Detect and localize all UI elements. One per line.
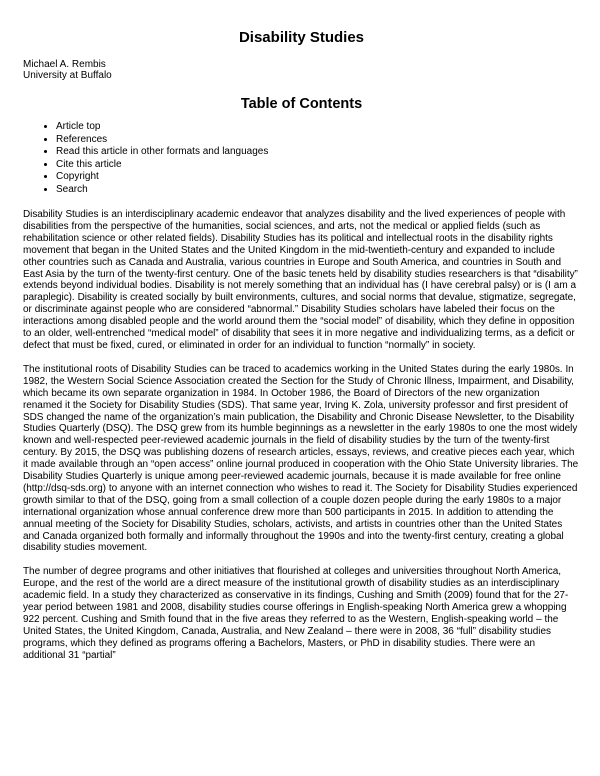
toc-link-search[interactable]: Search [56, 183, 88, 195]
author-affiliation: University at Buffalo [23, 70, 112, 81]
author-block [23, 59, 580, 81]
toc-heading: Table of Contents [240, 96, 363, 112]
document-title: Disability Studies [238, 29, 365, 46]
toc-link-references[interactable]: References [56, 133, 108, 145]
toc-item [56, 159, 580, 172]
toc-link-cite[interactable]: Cite this article [56, 158, 122, 170]
body-paragraph: The institutional roots of Disability Studies can be traced to academics working in the United States during the early 1980s. In 1982, the Western Social Science Association created the Section for the Study of Chronic Illness, Impairment, and Disability, which became its own separate organization in 1984. In October 1986, the Board of Directors of the new organization renamed it the Society for Disability Studies (SDS). That same year, Irving K. Zola, university professor and first president of SDS changed the name of the organization’s main publication, the Disability and Chronic Disease Newsletter, to the Disability Studies Quarterly (DSQ). The DSQ grew from its humble beginnings as a newsletter in the early 1980s to one the most widely known and well-respected peer-reviewed academic journals in the field of disability studies by the turn of the twenty-first century. By 2015, the DSQ was publishing dozens of research articles, essays, reviews, and creative pieces each year, which it made available through an “open access” online journal produced in cooperation with the Ohio State University libraries. The Disability Studies Quarterly is unique among peer-reviewed academic journals, because it is made available for free online (http://dsq-sds.org) to anyone with an internet connection who wishes to read it. The Society for Disability Studies experienced growth similar to that of the DSQ, going from a small collection of a couple dozen people during the early 1980s to a major international organization whose annual conference drew more than 500 participants in 2015. In addition to attending the annual meeting of the Society for Disability Studies, scholars, activists, and artists in countries other than the United States and Canada organized both formally and informally throughout the 1990s and into the twenty-first century, creating a global disability studies movement. [23, 363, 579, 554]
body-paragraph: Disability Studies is an interdisciplinary academic endeavor that analyzes disability and the lived experiences of people with disabilities from the perspective of the humanities, social sciences, and arts, not the medical or applied fields (such as rehabilitation science or other related fields). Disability Studies has its political and intellectual roots in the disability rights movement that began in the United States and the United Kingdom in the mid-twentieth-century and expanded to include other countries such as Canada and Australia, various countries in Europe and South America, and countries in South and East Asia by the turn of the twenty-first century. One of the basic tenets held by disability studies researchers is that “disability” extends beyond individual bodies. Disability is not merely something that an individual has (I have cerebral palsy) or is (I am a paraplegic). Disability is created socially by built environments, cultures, and social norms that devalue, stigmatize, segregate, or discriminate against people who are considered “abnormal.” Disability Studies scholars have labeled their focus on the interactions among disabled people and the world around them the “social model” of disability, which they define in opposition to an older, well-entrenched “medical model” of disability that sees it in more negative and individualizing terms, as a deficit or defect that must be fixed, cured, or eliminated in order for an individual to function “normally” in society. [23, 209, 578, 351]
toc-item [56, 171, 580, 184]
toc-item [56, 146, 580, 159]
toc-link-copyright[interactable]: Copyright [56, 171, 99, 182]
author-name: Michael A. Rembis [23, 59, 106, 70]
toc-item [56, 184, 580, 197]
body-paragraph: The number of degree programs and other initiatives that flourished at colleges and universities throughout North America, Europe, and the rest of the world are a direct measure of the institutional growth of disability studies as an interdisciplinary academic field. In a study they characterized as conservative in its findings, Cushing and Smith (2009) found that for the 27-year period between 1981 and 2008, disability studies course offerings in English-speaking North America grew a whopping 922 percent. Cushing and Smith found that in the five areas they referred to as the Western, English-speaking world – the United States, the United Kingdom, Canada, Australia, and New Zealand – there were in 2008, 36 “full” disability studies programs, which they defined as programs offering a Bachelors, Masters, or PhD in disability studies. There were an additional 31 “partial” [23, 566, 569, 661]
toc-list [23, 121, 580, 196]
toc-item [56, 121, 580, 134]
toc-link-other-formats[interactable]: Read this article in other formats and languages [56, 146, 269, 157]
toc-link-article-top[interactable]: Article top [56, 121, 101, 132]
toc-item [56, 134, 580, 147]
